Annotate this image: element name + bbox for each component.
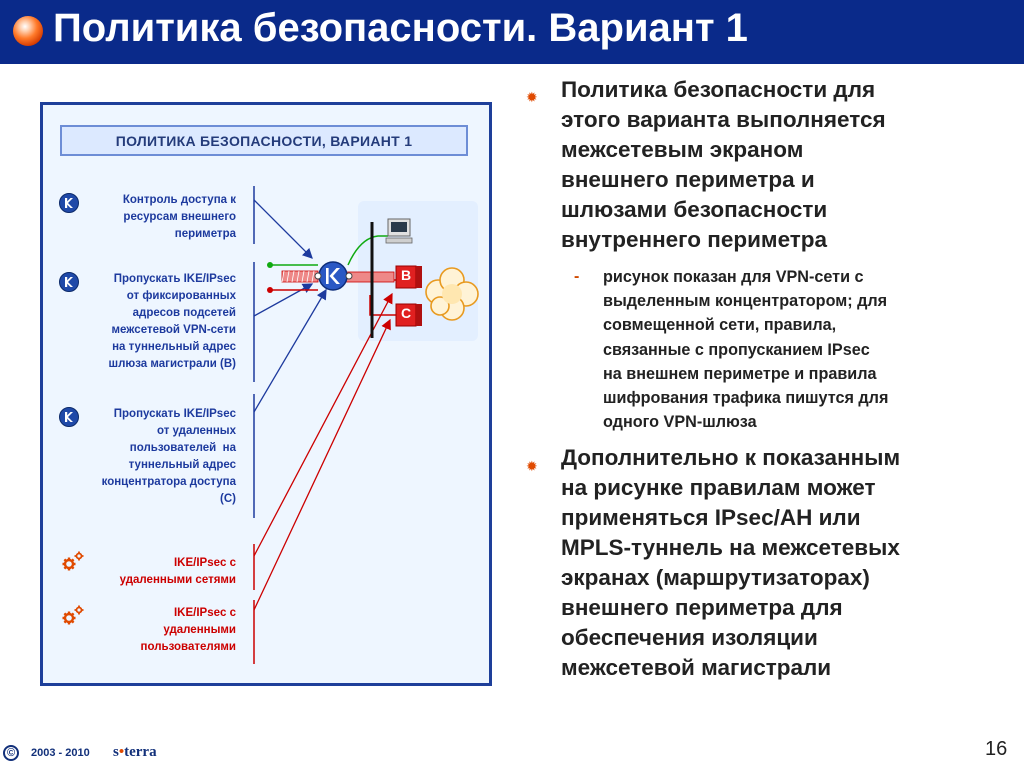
s-terra-logo: [113, 744, 157, 761]
logo-rest: terra: [124, 744, 157, 760]
bullet-text: Дополнительно к показанным на рисунке правилам может применяться IPsec/AH или MPLS-туннель на межсетевых экранах (маршрутизаторах) внешнего периметра для обеспечения изоляции межсетевой магистрали: [561, 445, 901, 680]
asterisk-bullet-icon: ✹: [526, 458, 538, 474]
rule-text: IKE/IPsec с удаленными сетями: [119, 557, 236, 586]
rule-text: IKE/IPsec с удаленными пользователями: [140, 607, 236, 653]
page-number: 16: [985, 738, 1008, 760]
figure-title: ПОЛИТИКА БЕЗОПАСНОСТИ, ВАРИАНТ 1: [60, 125, 468, 156]
page-title: Политика безопасности. Вариант 1: [53, 6, 748, 50]
dash-bullet-icon: -: [574, 268, 580, 285]
logo-s: s: [113, 744, 119, 760]
node-c-label: C: [400, 305, 412, 321]
asterisk-bullet-icon: ✹: [526, 89, 538, 105]
node-b-label: B: [400, 267, 412, 283]
logo-dot: •: [118, 744, 125, 760]
footer-years: 2003 - 2010: [31, 747, 90, 759]
bullet-text: Политика безопасности для этого варианта выполняется межсетевым экраном внешнего периметра и шлюзами безопасности внутреннего периметра: [561, 77, 886, 252]
rule-text: Пропускать IKE/IPsec от фиксированных адресов подсетей межсетевой VPN-сети на туннельный адрес шлюза магистрали (B): [108, 273, 236, 370]
copyright-icon: ©: [3, 745, 19, 761]
sub-bullet-text: рисунок показан для VPN-сети с выделенным концентратором; для совмещенной сети, правила, связанные с пропусканием IPsec на внешнем периметре и правила шифрования трафика пишутся для одного VPN-шлюза: [603, 268, 889, 432]
rule-text: Пропускать IKE/IPsec от удаленных пользователей на туннельный адрес концентратора доступа (C): [101, 408, 236, 505]
rule-text: Контроль доступа к ресурсам внешнего периметра: [122, 194, 236, 240]
